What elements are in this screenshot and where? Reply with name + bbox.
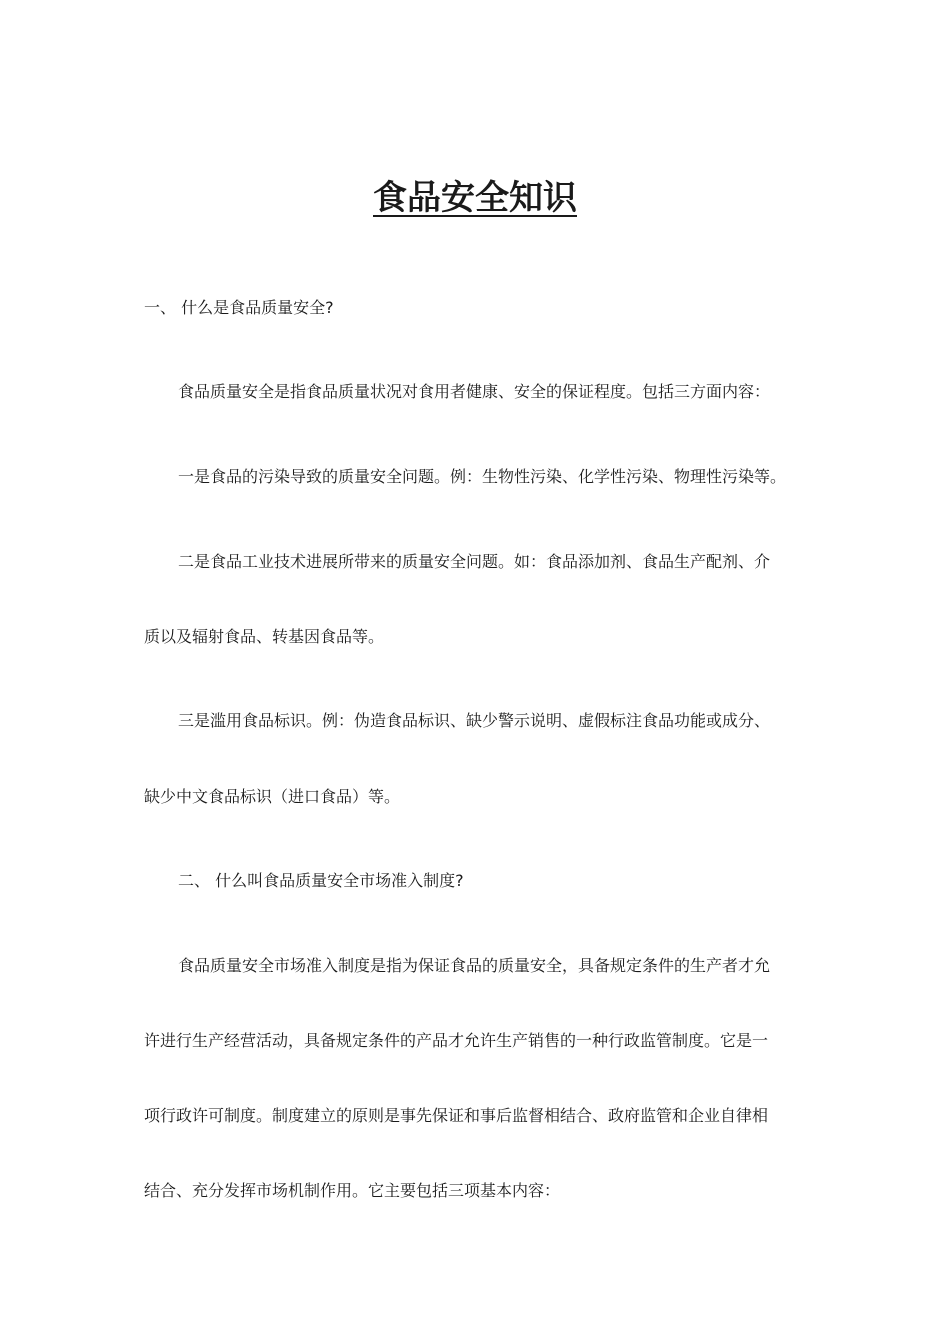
section1-item3-line2: 缺少中文食品标识（进口食品）等。 bbox=[144, 787, 401, 806]
section2-heading: 二、 什么叫食品质量安全市场准入制度? bbox=[178, 871, 464, 890]
section1-heading: 一、 什么是食品质量安全? bbox=[144, 298, 334, 317]
section1-item2-line1: 二是食品工业技术进展所带来的质量安全问题。如：食品添加剂、食品生产配剂、介 bbox=[178, 552, 771, 571]
section1-item3-line1: 三是滥用食品标识。例：伪造食品标识、缺少警示说明、虚假标注食品功能或成分、 bbox=[178, 711, 771, 730]
document-title bbox=[0, 170, 950, 226]
section1-item1: 一是食品的污染导致的质量安全问题。例：生物性污染、化学性污染、物理性污染等。 bbox=[178, 467, 787, 486]
document-title-text: 食品安全知识 bbox=[373, 178, 577, 218]
section2-para-line3: 项行政许可制度。制度建立的原则是事先保证和事后监督相结合、政府监管和企业自律相 bbox=[144, 1106, 769, 1125]
section2-para-line4: 结合、充分发挥市场机制作用。它主要包括三项基本内容： bbox=[144, 1181, 561, 1200]
section2-para-line2: 许进行生产经营活动，具备规定条件的产品才允许生产销售的一种行政监管制度。它是一 bbox=[144, 1031, 769, 1050]
section1-item2-line2: 质以及辐射食品、转基因食品等。 bbox=[144, 627, 385, 646]
section2-para-line1: 食品质量安全市场准入制度是指为保证食品的质量安全，具备规定条件的生产者才允 bbox=[178, 956, 771, 975]
section1-intro: 食品质量安全是指食品质量状况对食用者健康、安全的保证程度。包括三方面内容： bbox=[178, 382, 771, 401]
